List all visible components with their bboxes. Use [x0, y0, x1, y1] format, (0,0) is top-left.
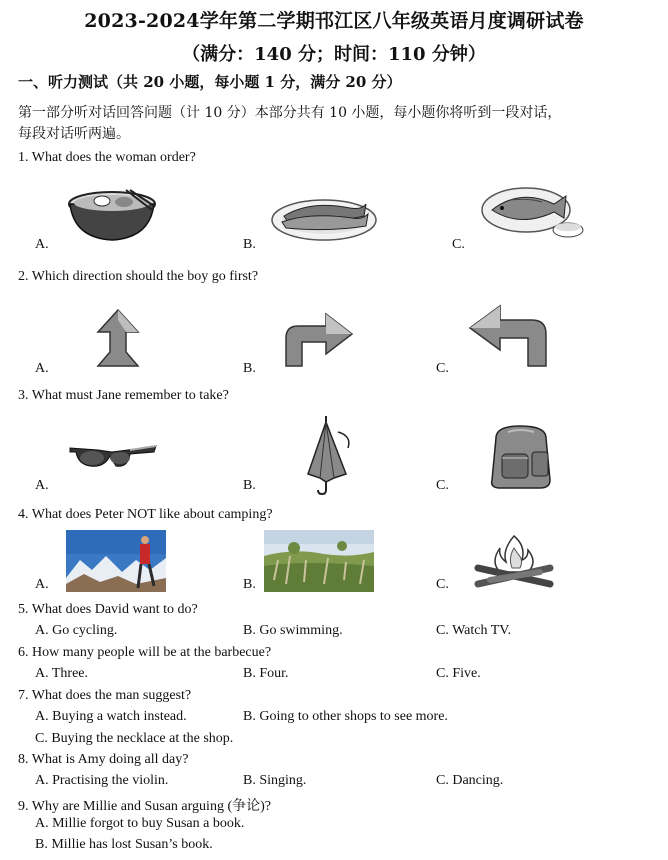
question-2: 2. Which direction should the boy go first? [18, 269, 259, 284]
question-9: 9. Why are Millie and Susan arguing (争论)? [18, 799, 271, 814]
q3-option-b[interactable]: B. [243, 478, 256, 493]
arrow-turn-right-icon [282, 312, 354, 368]
q2-option-b[interactable]: B. [243, 361, 256, 376]
question-6: 6. How many people will be at the barbecue? [18, 645, 272, 660]
q7-option-c[interactable]: C. Buying the necklace at the shop. [35, 731, 234, 746]
q9-option-a[interactable]: A. Millie forgot to buy Susan a book. [35, 816, 245, 831]
q8-option-b[interactable]: B. Singing. [243, 773, 307, 788]
q2-option-c[interactable]: C. [436, 361, 449, 376]
q4-option-c[interactable]: C. [436, 577, 449, 592]
question-4: 4. What does Peter NOT like about camping? [18, 507, 273, 522]
question-7: 7. What does the man suggest? [18, 688, 192, 703]
noodle-bowl-icon [66, 188, 158, 244]
arrow-turn-left-icon [466, 304, 550, 368]
instruction-line-1: 第一部分听对话回答问题（计 10 分）本部分共有 10 小题，每小题你将听到一段对话， [18, 105, 562, 121]
arrow-up-icon [94, 308, 142, 368]
question-1: 1. What does the woman order? [18, 150, 196, 165]
q5-option-a[interactable]: A. Go cycling. [35, 623, 118, 638]
q6-option-a[interactable]: A. Three. [35, 666, 88, 681]
q3-option-c[interactable]: C. [436, 478, 449, 493]
q6-option-c[interactable]: C. Five. [436, 666, 481, 681]
instruction-line-2: 每段对话听两遍。 [18, 126, 130, 142]
question-5: 5. What does David want to do? [18, 602, 198, 617]
section-heading: 一、听力测试（共 20 小题，每小题 1 分，满分 20 分） [18, 73, 402, 91]
q5-option-b[interactable]: B. Go swimming. [243, 623, 343, 638]
q1-option-a[interactable]: A. [35, 237, 49, 252]
exam-subtitle: （满分：140 分；时间：110 分钟） [182, 44, 486, 65]
q8-option-c[interactable]: C. Dancing. [436, 773, 504, 788]
q9-option-b[interactable]: B. Millie has lost Susan’s book. [35, 837, 213, 852]
q2-option-a[interactable]: A. [35, 361, 49, 376]
q6-option-b[interactable]: B. Four. [243, 666, 289, 681]
q4-option-a[interactable]: A. [35, 577, 49, 592]
question-3: 3. What must Jane remember to take? [18, 388, 229, 403]
q8-option-a[interactable]: A. Practising the violin. [35, 773, 169, 788]
umbrella-icon [298, 414, 356, 496]
q4-option-b[interactable]: B. [243, 577, 256, 592]
q7-option-b[interactable]: B. Going to other shops to see more. [243, 709, 448, 724]
sunglasses-icon [68, 438, 158, 472]
q1-option-b[interactable]: B. [243, 237, 256, 252]
grilled-fish-plate-icon [270, 190, 378, 242]
q1-option-c[interactable]: C. [452, 237, 465, 252]
campfire-icon [470, 532, 558, 588]
q5-option-c[interactable]: C. Watch TV. [436, 623, 512, 638]
q3-option-a[interactable]: A. [35, 478, 49, 493]
exam-title: 2023-2024学年第二学期邗江区八年级英语月度调研试卷 [84, 10, 584, 32]
fish-dinner-icon [480, 180, 586, 244]
backpack-icon [486, 424, 556, 490]
question-8: 8. What is Amy doing all day? [18, 752, 189, 767]
mountain-climber-photo [66, 530, 166, 592]
q7-option-a[interactable]: A. Buying a watch instead. [35, 709, 187, 724]
grass-field-photo [264, 530, 374, 592]
